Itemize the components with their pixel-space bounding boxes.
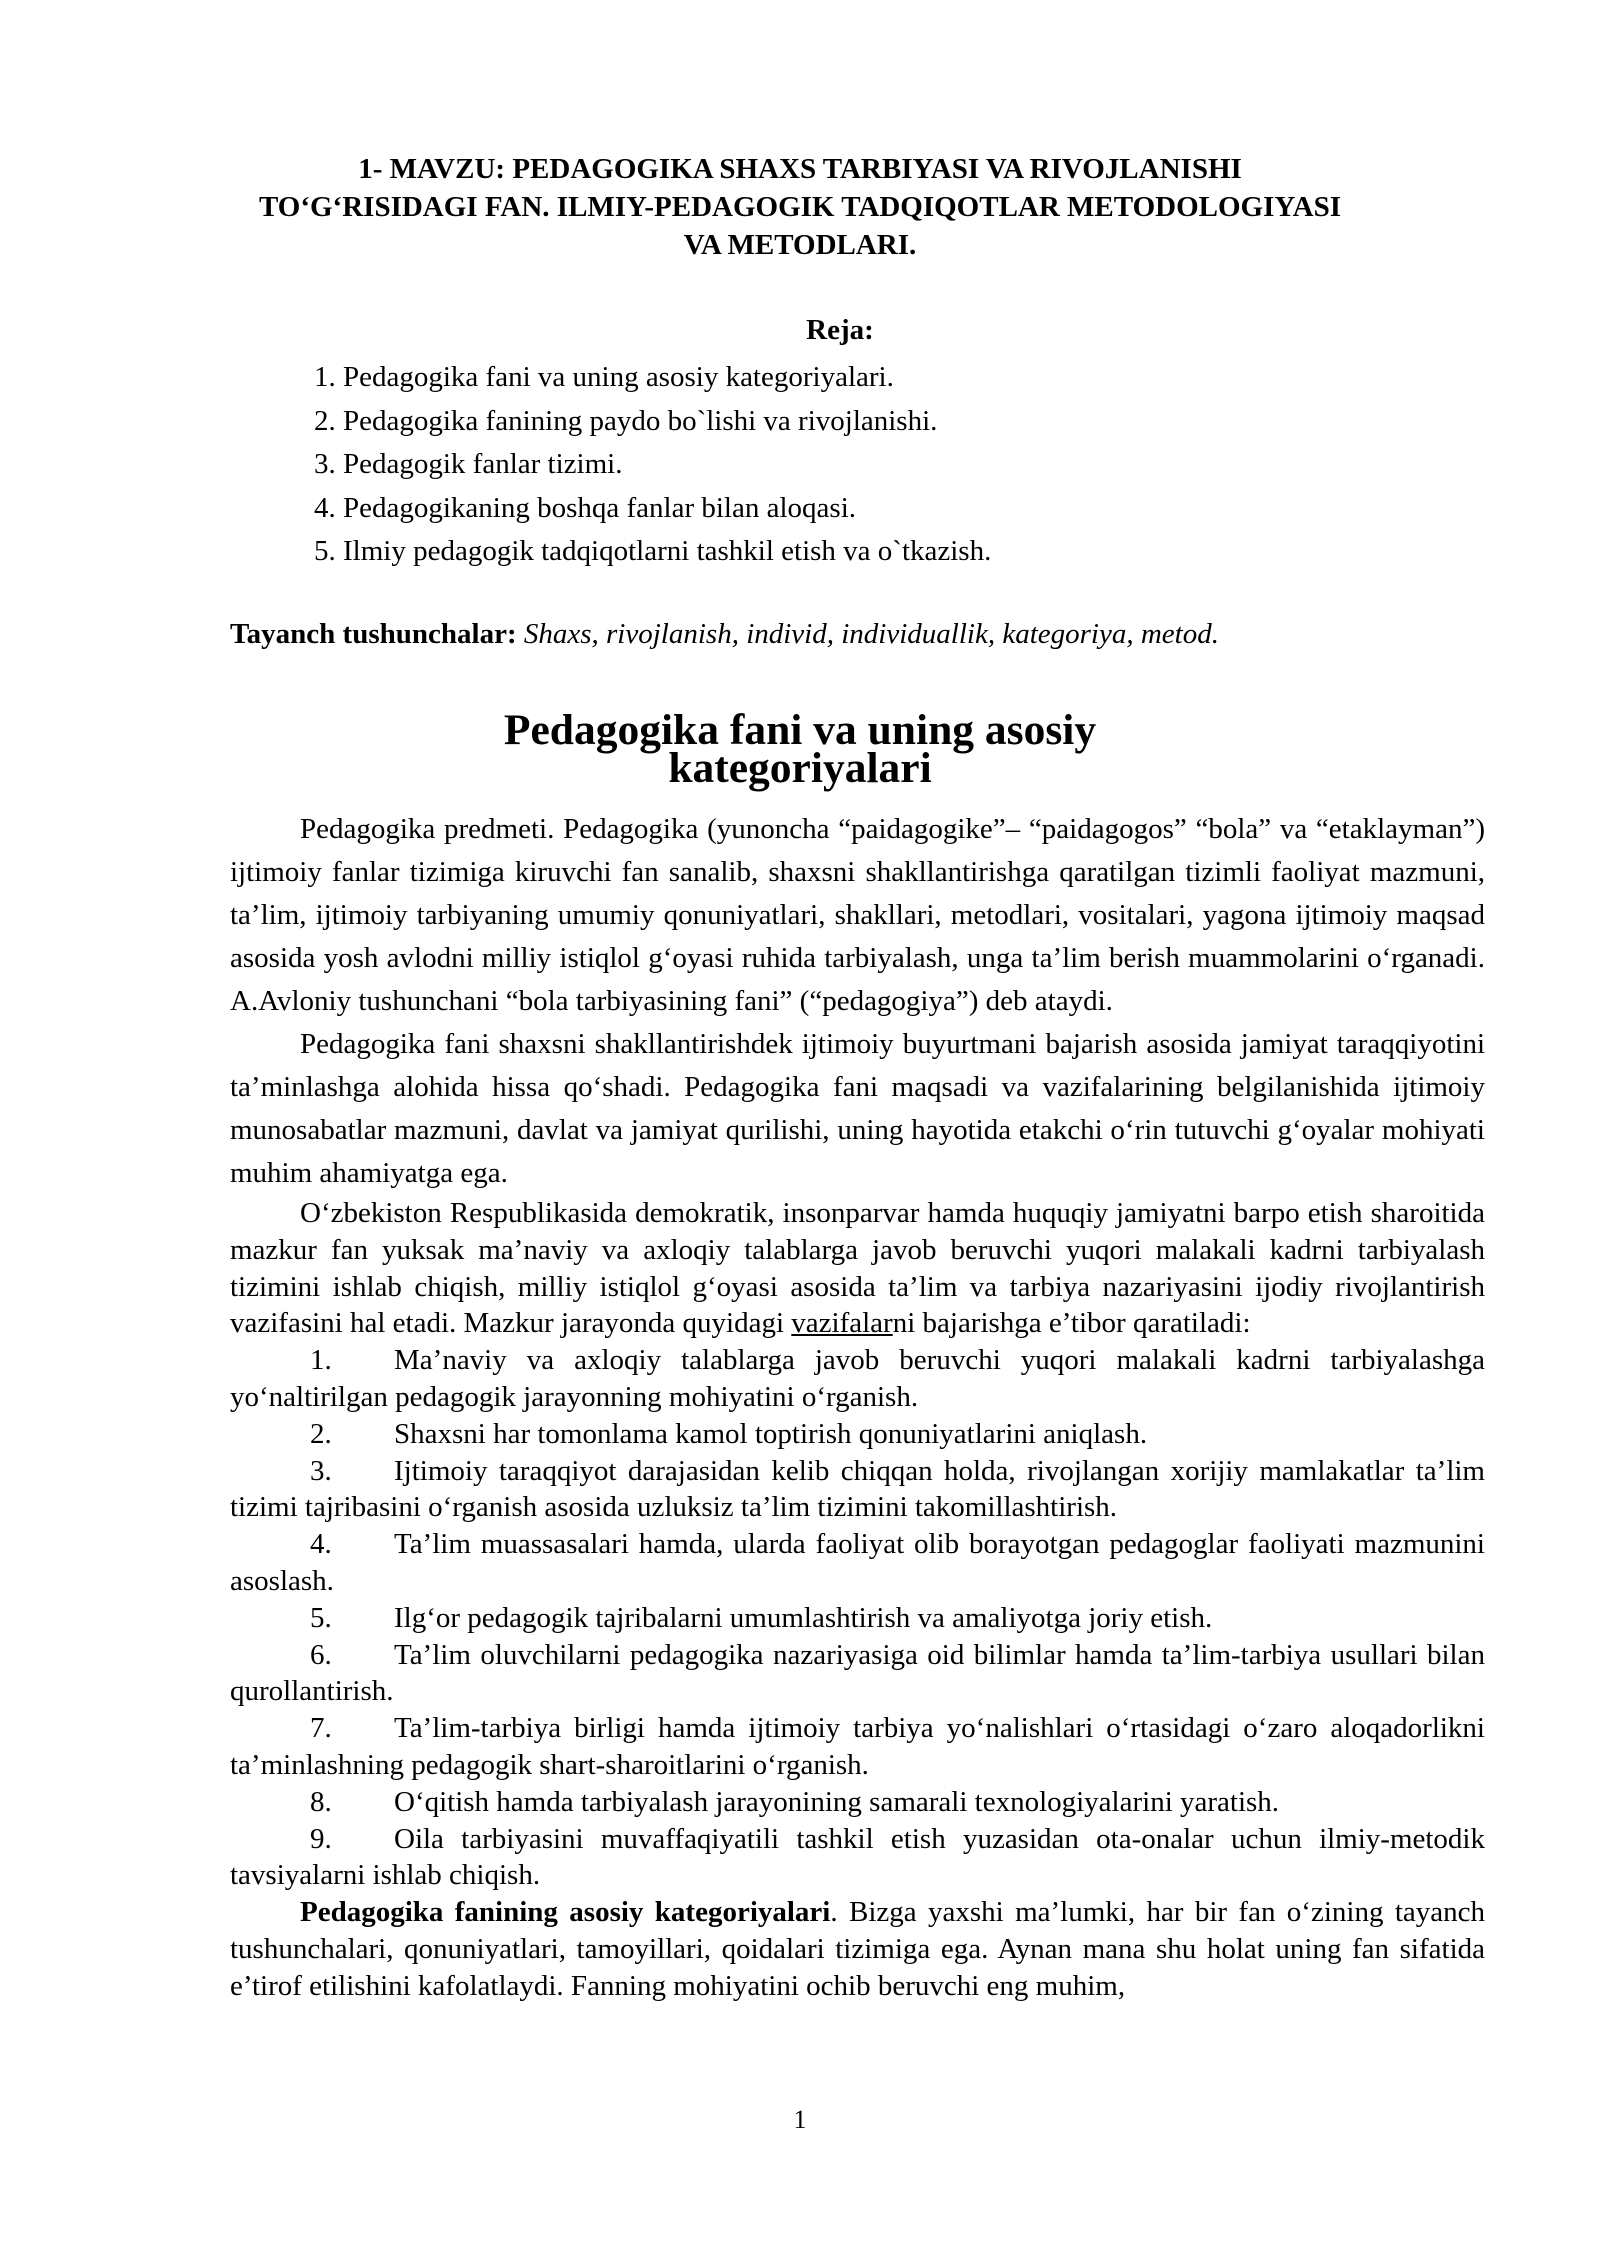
paragraph: [230, 1195, 1485, 1342]
task-number: 9.: [310, 1822, 332, 1855]
task-number: 7.: [310, 1712, 332, 1745]
page-number: 1: [793, 2105, 807, 2134]
task-number: 2.: [310, 1417, 332, 1450]
task-number: 3.: [310, 1454, 332, 1487]
task-text: O‘qitish hamda tarbiyalash jarayonining samarali texnologiyalarini yaratish.: [394, 1785, 1280, 1818]
task-text: Ma’naviy va axloqiy talablarga javob beruvchi yuqori malakali kadrni tarbiyalashga yo‘naltirilgan pedagogik jarayonning mohiyatini o‘rganish.: [230, 1344, 1485, 1413]
paragraph-text: . Bizga yaxshi ma’lumki, har bir fan o‘zining tayanch tushunchalari, qonuniyatlari, tamoyillari, qoidalari tizimiga ega. Aynan mana shu holat uning fan sifatida e’tirof etilishini kafolatlaydi. Fanning mohiyatini ochib beruvchi eng muhim,: [230, 1896, 1485, 2002]
title-line: 1- MAVZU: PEDAGOGIKA SHAXS TARBIYASI VA RIVOJLANISHI: [358, 153, 1242, 185]
task-text: Ilg‘or pedagogik tajribalarni umumlashtirish va amaliyotga joriy etish.: [394, 1601, 1213, 1634]
plan-item: 1. Pedagogika fani va uning asosiy kategoriyalari.: [314, 361, 894, 393]
task-text: Ta’lim oluvchilarni pedagogika nazariyasiga oid bilimlar hamda ta’lim-tarbiya usullari bilan qurollantirish.: [230, 1638, 1485, 1708]
tasks-list: [230, 1342, 1485, 1894]
task-number: 8.: [310, 1785, 332, 1818]
key-terms-value: Shaxs, rivojlanish, individ, individuallik, kategoriya, metod.: [516, 618, 1219, 650]
paragraph-text: O‘zbekiston Respublikasida demokratik, insonparvar hamda huquqiy jamiyatni barpo etish sharoitida mazkur fan yuksak ma’naviy va axloqiy talablarga javob beruvchi yuqori malakali kadrni tarbiyalash tizimini ishlab chiqish, milliy istiqlol g‘oyasi asosida ta’lim va tarbiya nazariyasini ijodiy rivojlantirish vazifasini hal etadi. Mazkur jarayonda quyidagi: [230, 1197, 1485, 1340]
paragraph: Pedagogika fani shaxsni shakllantirishdek ijtimoiy buyurtmani bajarish asosida jamiyat taraqqiyotini ta’minlashga alohida hissa qo‘shadi. Pedagogika fani maqsadi va vazifalarining belgilanishida ijtimoiy munosabatlar mazmuni, davlat va jamiyat qurilishi, uning hayotida etakchi o‘rin tutuvchi g‘oyalar mohiyati muhim ahamiyatga ega.: [230, 1028, 1485, 1189]
plan-list: [314, 356, 991, 574]
task-item: [230, 1416, 1485, 1453]
paragraph-lead: Pedagogika fanining asosiy kategoriyalari: [300, 1896, 831, 1929]
task-item: [230, 1637, 1485, 1711]
task-item: [230, 1453, 1485, 1527]
task-text: Shaxsni har tomonlama kamol toptirish qonuniyatlarini aniqlash.: [394, 1417, 1148, 1450]
paragraph: Pedagogika predmeti. Pedagogika (yunoncha “paidagogike”– “paidagogos” “bola” va “etaklayman”) ijtimoiy fanlar tizimiga kiruvchi fan sanalib, shaxsni shakllantirishga qaratilgan tizimli faoliyat mazmuni, ta’lim, ijtimoiy tarbiyaning umumiy qonuniyatlari, shakllari, metodlari, vositalari, yagona ijtimoiy maqsad asosida yosh avlodni milliy istiqlol g‘oyasi ruhida tarbiyalash, unga ta’lim berish muammolarini o‘rganadi. A.Avloniy tushunchani “bola tarbiyasining fani” (“pedagogiya”) deb ataydi.: [230, 813, 1485, 1017]
section-heading: Pedagogika fani va uning asosiy kategoriyalari: [503, 706, 1097, 792]
task-text: Ta’lim-tarbiya birligi hamda ijtimoiy tarbiya yo‘nalishlari o‘rtasidagi o‘zaro aloqadorlikni ta’minlashning pedagogik shart-sharoitlarini o‘rganish.: [230, 1712, 1485, 1781]
task-item: [230, 1784, 1485, 1821]
task-number: 6.: [310, 1638, 332, 1671]
task-text: Ta’lim muassasalari hamda, ularda faoliyat olib borayotgan pedagoglar faoliyati mazmunini asoslash.: [230, 1528, 1485, 1597]
task-number: 5.: [310, 1601, 332, 1634]
plan-item: 3. Pedagogik fanlar tizimi.: [314, 448, 623, 480]
plan-heading: Reja:: [806, 314, 874, 346]
plan-item: 5. Ilmiy pedagogik tadqiqotlarni tashkil etish va o`tkazish.: [314, 535, 992, 567]
title-line: VA METODLARI.: [683, 229, 917, 261]
key-terms: [230, 615, 1219, 653]
paragraph-text: ni bajarishga e’tibor qaratiladi:: [892, 1307, 1251, 1340]
paragraph: [230, 1894, 1485, 2004]
key-terms-label: Tayanch tushunchalar:: [230, 618, 517, 650]
body-text: [230, 808, 1485, 2005]
task-number: 1.: [310, 1344, 332, 1377]
underlined-word: vazifalar: [791, 1307, 893, 1340]
task-item: [230, 1821, 1485, 1895]
task-item: [230, 1526, 1485, 1600]
plan-item: 4. Pedagogikaning boshqa fanlar bilan aloqasi.: [314, 491, 857, 524]
task-text: Ijtimoiy taraqqiyot darajasidan kelib chiqqan holda, rivojlangan xorijiy mamlakatlar ta’lim tizimi tajribasini o‘rganish asosida uzluksiz ta’lim tizimini takomillashtirish.: [230, 1454, 1485, 1524]
plan-item: 2. Pedagogika fanining paydo bo`lishi va rivojlanishi.: [314, 404, 938, 437]
task-text: Oila tarbiyasini muvaffaqiyatili tashkil etish yuzasidan ota-onalar uchun ilmiy-metodik tavsiyalarni ishlab chiqish.: [230, 1822, 1485, 1892]
task-item: [230, 1600, 1485, 1637]
task-item: [230, 1342, 1485, 1416]
title-line: TO‘G‘RISIDAGI FAN. ILMIY-PEDAGOGIK TADQIQOTLAR METODOLOGIYASI: [258, 191, 1342, 223]
task-number: 4.: [310, 1528, 332, 1561]
document-title: [180, 150, 1420, 264]
task-item: [230, 1710, 1485, 1784]
